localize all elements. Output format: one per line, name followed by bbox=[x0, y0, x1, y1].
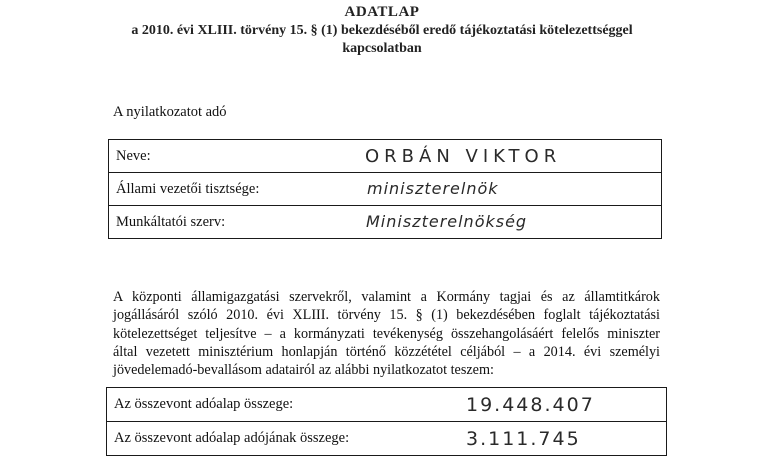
financials-table bbox=[106, 387, 667, 456]
declarant-intro: A nyilatkozatot adó bbox=[113, 104, 227, 120]
table-row bbox=[107, 388, 667, 422]
table-row bbox=[109, 206, 662, 239]
employer-label: Munkáltatói szerv: bbox=[109, 206, 343, 239]
tax-base-handwritten: 19.448.407 bbox=[466, 393, 595, 416]
position-handwritten: miniszterelnök bbox=[367, 179, 499, 198]
tax-amount-label: Az összevont adóalap adójának összege: bbox=[107, 422, 453, 456]
name-value bbox=[342, 140, 662, 173]
document-title: ADATLAP bbox=[344, 4, 420, 20]
position-value bbox=[342, 173, 662, 206]
tax-base-value bbox=[452, 388, 667, 422]
declarant-table bbox=[108, 139, 662, 239]
employer-value bbox=[342, 206, 662, 239]
table-row bbox=[109, 140, 662, 173]
statement-line: jövedelemadó-bevallásom adatairól az alábbi nyilatkozatot teszem: bbox=[113, 362, 494, 379]
document-subtitle-line1: a 2010. évi XLIII. törvény 15. § (1) bekezdéséből eredő tájékoztatási kötelezettséggel bbox=[131, 23, 633, 38]
tax-base-label: Az összevont adóalap összege: bbox=[107, 388, 453, 422]
name-label: Neve: bbox=[109, 140, 343, 173]
tax-amount-handwritten: 3.111.745 bbox=[466, 427, 581, 450]
table-row bbox=[107, 422, 667, 456]
position-label: Állami vezetői tisztsége: bbox=[109, 173, 343, 206]
statement-line: A központi államigazgatási szervekről, valamint a Kormány tagjai és az államtitkárok bbox=[113, 289, 660, 305]
statement-line: kötelezettséget teljesítve – a kormányzati tevékenység összehangolásáért felelős miniszter bbox=[113, 325, 660, 342]
name-handwritten: ORBÁN VIKTOR bbox=[365, 145, 562, 167]
document-subtitle-line2: kapcsolatban bbox=[342, 41, 422, 56]
statement-paragraph bbox=[113, 288, 660, 379]
statement-line: által vezetett minisztérium honlapján történő közzététel céljából – a 2014. évi személyi bbox=[113, 343, 660, 360]
statement-line: jogállásáról szóló 2010. évi XLIII. törvény 15. § (1) bekezdésében foglalt tájékoztatási bbox=[113, 307, 660, 324]
table-row bbox=[109, 173, 662, 206]
employer-handwritten: Miniszterelnökség bbox=[366, 212, 528, 231]
tax-amount-value bbox=[452, 422, 667, 456]
